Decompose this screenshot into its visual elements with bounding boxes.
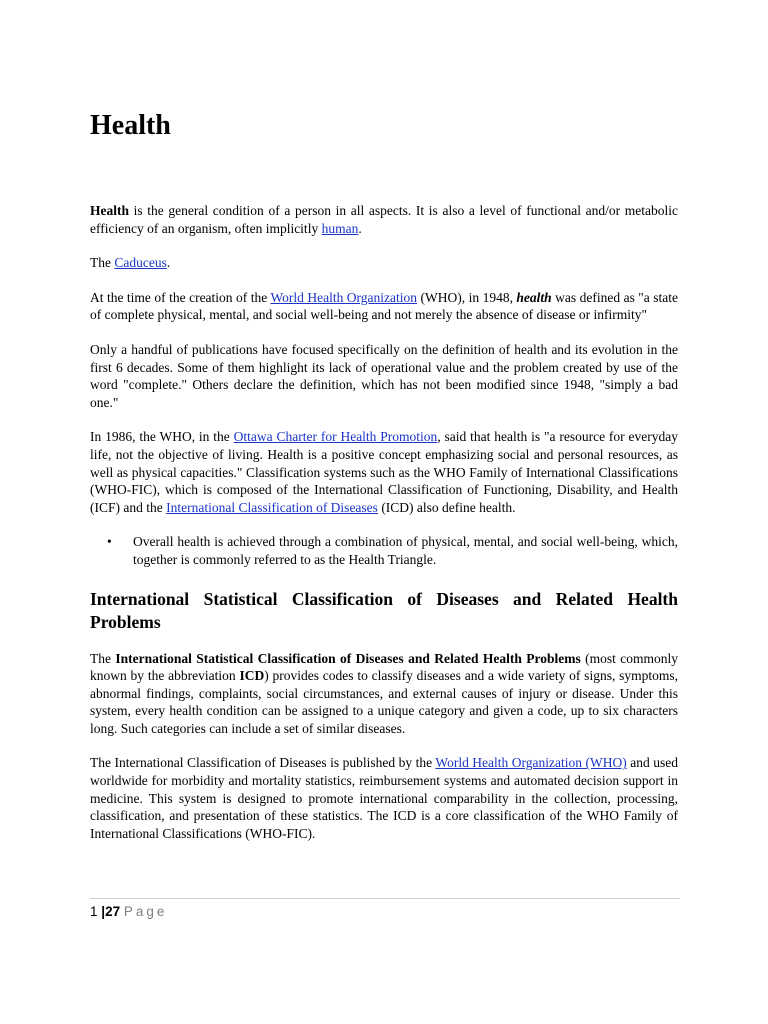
page-title: Health: [90, 110, 171, 141]
paragraph-text: (WHO), in 1948,: [417, 289, 517, 305]
link-ottawa-charter[interactable]: Ottawa Charter for Health Promotion: [233, 429, 438, 445]
paragraph-health-definition: [90, 202, 678, 237]
list-item-text: Overall health is achieved through a combination of physical, mental, and social well-being, which, together is commonly referred to as the Health Triangle.: [133, 534, 678, 567]
bullet-icon: •: [107, 534, 112, 550]
section-heading-icd: International Statistical Classification of Diseases and Related Health Problems: [90, 588, 678, 632]
paragraph-publications: Only a handful of publications have focused specifically on the definition of health and its evolution in the first 6 decades. Some of them highlight its lack of operational value and the problem created by use of the word "complete." Others declare the definition, which has not been modified since 1948, "simply a bad one.": [90, 341, 678, 410]
bold-term-health: Health: [90, 203, 129, 218]
page-label: Page: [123, 904, 168, 919]
paragraph-text: is the general condition of a person in all aspects. It is also a level of functional and/or metabolic efficiency of an organism, often implicitly: [90, 203, 678, 236]
paragraph-text: .: [166, 255, 171, 271]
emphasis-health: health: [516, 289, 552, 305]
bold-term-icd: ICD: [239, 668, 265, 684]
document-body: [90, 202, 678, 859]
paragraph-caduceus: [90, 254, 678, 272]
page-number: 1: [90, 904, 98, 919]
link-world-health-organization-who[interactable]: World Health Organization (WHO): [435, 755, 627, 771]
bold-term-icd-full-name: International Statistical Classification of Diseases and Related Health Problems: [115, 650, 581, 666]
paragraph-icd-description: [90, 650, 678, 738]
list-item: [107, 533, 678, 568]
paragraph-text: At the time of the creation of the: [90, 289, 271, 305]
link-human[interactable]: human: [321, 220, 359, 236]
paragraph-text: The: [90, 255, 115, 271]
paragraph-text: (most commonly known by the abbreviation: [90, 650, 679, 684]
paragraph-text: , said that health is "a resource for everyday life, not the objective of living. Health is a positive concept emphasizing social and personal resources, as well as physical capacities." Classification systems such as the WHO Family of International Classifications (WHO-FIC), which is composed of the International Classification of Functioning, Disability, and Health (ICF) and the: [90, 429, 678, 515]
page-footer: [90, 898, 680, 921]
paragraph-text: .: [358, 220, 362, 236]
total-pages: 27: [105, 904, 121, 919]
paragraph-text: (ICD) also define health.: [377, 499, 516, 515]
paragraph-icd-publisher: [90, 754, 678, 842]
paragraph-text: and used worldwide for morbidity and mortality statistics, reimbursement systems and automated decision support in medicine. This system is designed to promote international comparability in the collection, processing, classification, and presentation of these statistics. The ICD is a core classification of the WHO Family of International Classifications (WHO-FIC).: [90, 755, 678, 841]
paragraph-text: ) provides codes to classify diseases and a wide variety of signs, symptoms, abnormal findings, complaints, social circumstances, and external causes of injury or disease. Under this system, every health condition can be assigned to a unique category and given a code, up to six characters long. Such categories can include a set of similar diseases.: [90, 668, 679, 736]
link-caduceus[interactable]: Caduceus: [114, 255, 167, 271]
link-world-health-organization[interactable]: World Health Organization: [270, 289, 418, 305]
page-separator: |: [101, 904, 106, 919]
paragraph-text: The International Classification of Diseases is published by the: [90, 755, 436, 771]
paragraph-who-1948: [90, 289, 678, 324]
paragraph-text: In 1986, the WHO, in the: [90, 429, 234, 445]
link-international-classification-of-diseases[interactable]: International Classification of Diseases: [166, 499, 378, 515]
paragraph-text: was defined as "a state of complete physical, mental, and social well-being and not merely the absence of disease or infirmity": [90, 289, 679, 323]
paragraph-text: The: [90, 650, 116, 666]
paragraph-ottawa-charter: [90, 428, 678, 516]
bullet-list: [90, 533, 678, 568]
